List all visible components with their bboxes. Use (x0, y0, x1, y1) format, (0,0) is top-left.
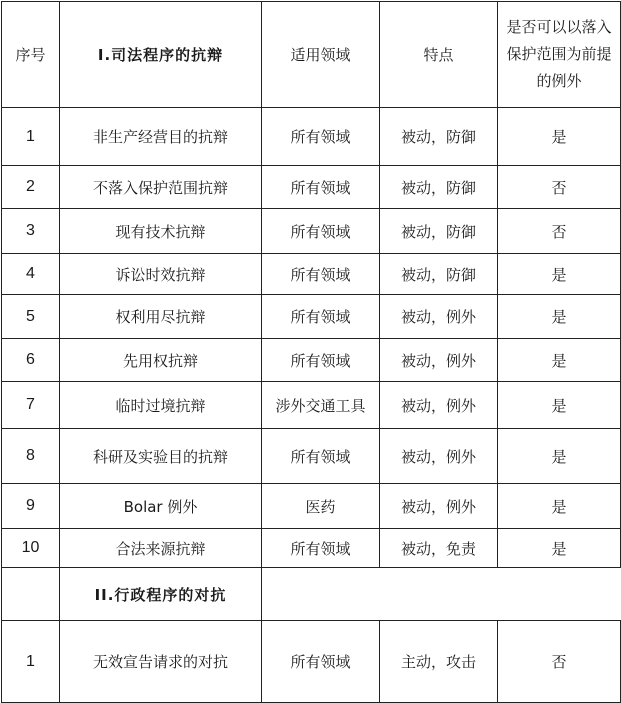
defense-name: 先用权抗辩 (60, 339, 262, 382)
row-number: 3 (2, 209, 60, 254)
section2-row (2, 568, 621, 621)
feature-cell: 被动，例外 (380, 429, 498, 484)
defense-name: 现有技术抗辩 (60, 209, 262, 254)
header-exception: 是否可以以落入保护范围为前提的例外 (498, 2, 621, 108)
domain-cell: 所有领域 (262, 339, 380, 382)
header-row (2, 2, 621, 108)
table-row (2, 209, 621, 254)
domain-cell: 医药 (262, 484, 380, 529)
exception-cell: 否 (498, 166, 621, 209)
section2-blank (262, 568, 621, 621)
feature-cell: 被动，例外 (380, 295, 498, 339)
row-number: 4 (2, 254, 60, 295)
defense-name: 临时过境抗辩 (60, 382, 262, 429)
defense-name: 权利用尽抗辩 (60, 295, 262, 339)
defense-name: 诉讼时效抗辩 (60, 254, 262, 295)
row-number: 6 (2, 339, 60, 382)
exception-cell: 是 (498, 382, 621, 429)
table-row (2, 484, 621, 529)
exception-cell: 是 (498, 429, 621, 484)
domain-cell: 所有领域 (262, 295, 380, 339)
header-section1: I.司法程序的抗辩 (60, 2, 262, 108)
row-number: 1 (2, 621, 60, 703)
header-seq: 序号 (2, 2, 60, 108)
domain-cell: 所有领域 (262, 254, 380, 295)
feature-cell: 被动，例外 (380, 382, 498, 429)
domain-cell: 所有领域 (262, 529, 380, 568)
domain-cell: 涉外交通工具 (262, 382, 380, 429)
feature-cell: 主动，攻击 (380, 621, 498, 703)
defense-name: 非生产经营目的抗辩 (60, 108, 262, 166)
feature-cell: 被动，防御 (380, 108, 498, 166)
table-row (2, 429, 621, 484)
defense-name: 合法来源抗辩 (60, 529, 262, 568)
defense-name: Bolar 例外 (60, 484, 262, 529)
exception-cell: 是 (498, 254, 621, 295)
domain-cell: 所有领域 (262, 209, 380, 254)
feature-cell: 被动，防御 (380, 254, 498, 295)
feature-cell: 被动，防御 (380, 166, 498, 209)
feature-cell: 被动，例外 (380, 484, 498, 529)
domain-cell: 所有领域 (262, 166, 380, 209)
section2-title: II.行政程序的对抗 (60, 568, 262, 621)
row-number: 9 (2, 484, 60, 529)
exception-cell: 否 (498, 621, 621, 703)
feature-cell: 被动，免责 (380, 529, 498, 568)
defense-name: 不落入保护范围抗辩 (60, 166, 262, 209)
table-row (2, 529, 621, 568)
header-domain: 适用领域 (262, 2, 380, 108)
feature-cell: 被动，防御 (380, 209, 498, 254)
table-row (2, 254, 621, 295)
table-row (2, 382, 621, 429)
exception-cell: 否 (498, 209, 621, 254)
exception-cell: 是 (498, 339, 621, 382)
table-row (2, 621, 621, 703)
header-feature: 特点 (380, 2, 498, 108)
table-row (2, 108, 621, 166)
defense-name: 科研及实验目的抗辩 (60, 429, 262, 484)
table-row (2, 295, 621, 339)
defense-name: 无效宣告请求的对抗 (60, 621, 262, 703)
row-number: 7 (2, 382, 60, 429)
row-number: 10 (2, 529, 60, 568)
domain-cell: 所有领域 (262, 108, 380, 166)
defense-table (1, 1, 621, 703)
row-number: 2 (2, 166, 60, 209)
row-number: 1 (2, 108, 60, 166)
exception-cell: 是 (498, 108, 621, 166)
domain-cell: 所有领域 (262, 621, 380, 703)
exception-cell: 是 (498, 529, 621, 568)
table-row (2, 166, 621, 209)
row-number: 5 (2, 295, 60, 339)
exception-cell: 是 (498, 295, 621, 339)
feature-cell: 被动，例外 (380, 339, 498, 382)
row-number: 8 (2, 429, 60, 484)
exception-cell: 是 (498, 484, 621, 529)
section2-blank-seq (2, 568, 60, 621)
table-row (2, 339, 621, 382)
domain-cell: 所有领域 (262, 429, 380, 484)
